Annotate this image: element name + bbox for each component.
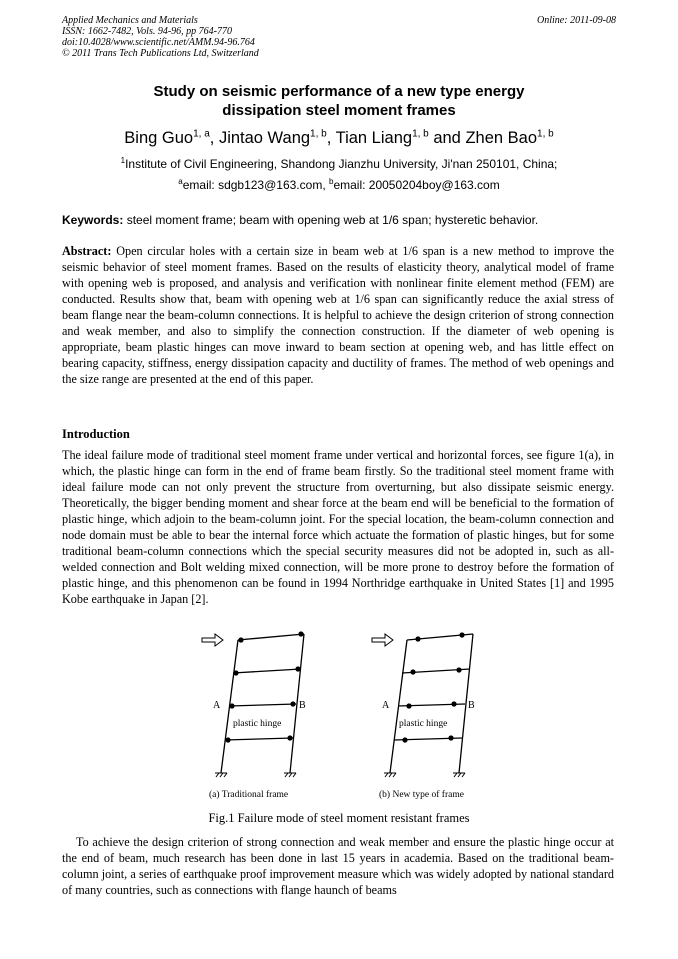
abstract-label: Abstract: (62, 244, 112, 258)
keywords-label: Keywords: (62, 213, 124, 227)
hinge (298, 631, 303, 636)
hinge (238, 637, 243, 642)
hinge (410, 669, 415, 674)
author-2-sup: 1, b (310, 128, 327, 140)
paper-title (0, 82, 678, 120)
abstract (62, 243, 614, 387)
affiliation-sup: 1 (120, 156, 126, 165)
hinge (456, 667, 461, 672)
title-line-1: Study on seismic performance of a new type energy (153, 83, 525, 100)
issn: ISSN: 1662-7482, Vols. 94-96, pp 764-770 (62, 26, 232, 37)
abstract-text: Open circular holes with a certain size in beam web at 1/6 span is a new method to improve the seismic behavior of steel moment frames. Based on the results of elasticity theory, analytical model of frame with opening web is proposed, and analysis and verification with nonlinear finite element method (FEM) are conducted. Results show that, beam with opening web at 1/6 span can significantly reduce the axial stress of beam flange near the beam-column connections. It is helpful to achieve the design criterion of strong connection and weak member, and also to simplify the connection construction. If the diameter of web opening is appropriate, beam plastic hinges can move inward to beam section at opening web, and has little effect on bearing capacity, stiffness, energy dissipation capacity and ductility of frames. The method of web openings and the size range are presented at the end of this paper. (62, 244, 614, 386)
email-b-sup: b (328, 177, 334, 186)
copyright: © 2011 Trans Tech Publications Ltd, Switzerland (62, 48, 259, 59)
author-sep-3: and (428, 129, 466, 147)
author-4: Zhen Bao (465, 129, 538, 147)
label-a-frame-b: A (382, 700, 390, 711)
author-1-sup: 1, a (193, 128, 210, 140)
figure-1 (195, 628, 495, 808)
email-b: email: 20050204boy@163.com (333, 178, 500, 192)
beam-roof-a (238, 634, 304, 640)
author-3: Tian Liang (335, 129, 413, 147)
author-list (0, 129, 678, 148)
author-sep-2: , (326, 129, 336, 147)
affiliation (0, 157, 678, 171)
journal-header (62, 15, 382, 59)
hinge (233, 670, 238, 675)
beam-2-a (229, 704, 296, 706)
supports-a (215, 773, 296, 777)
label-b-frame-a: B (299, 700, 306, 711)
hinge (459, 632, 464, 637)
load-arrow-a (202, 634, 223, 646)
hinge (290, 701, 295, 706)
introduction-heading: Introduction (62, 427, 130, 441)
author-2: Jintao Wang (218, 129, 311, 147)
frame-new-type (372, 632, 475, 800)
keywords (62, 213, 614, 227)
hinge (287, 735, 292, 740)
online-date: Online: 2011-09-08 (537, 15, 616, 26)
author-1: Bing Guo (124, 129, 194, 147)
hinge (295, 666, 300, 671)
hinge-label-a: plastic hinge (233, 719, 282, 729)
author-3-sup: 1, b (412, 128, 429, 140)
title-line-2: dissipation steel moment frames (222, 102, 456, 119)
hinge (415, 636, 420, 641)
email-a-sup: a (178, 177, 183, 186)
hinge (448, 735, 453, 740)
hinge-label-b: plastic hinge (399, 719, 448, 729)
author-emails (0, 178, 678, 192)
introduction-paragraph: The ideal failure mode of traditional steel moment frame under vertical and horizontal forces, see figure 1(a), in which, the plastic hinge can form in the end of frame beam firstly. So the traditional steel moment frame with ideal failure mode can not only prevent the structure from overturning, but also dissipate seismic energy. Theoretically, the bigger bending moment and shear force at the beam end will be beneficial to the formation of plastic hinge, which adjoin to the beam-column joint. For the special location, the beam-column connection and node domain must be able to bear the internal force which actuate the formation of plastic hinges, but for some traditional beam-column connections which the special security measures did not be adopted in, such as all-welded connection and Bolt welding mixed connection, will be more prone to destroy before the formation of plastic hinge, and this phenomenon can be found in 1994 Northridge earthquake in United States [1] and 1995 Kobe earthquake in Japan [2]. (62, 448, 614, 606)
load-arrow-b (372, 634, 393, 646)
journal-name: Applied Mechanics and Materials (62, 15, 198, 26)
subcaption-a: (a) Traditional frame (209, 790, 289, 800)
subcaption-b: (b) New type of frame (379, 790, 464, 800)
hinge (402, 737, 407, 742)
label-b-frame-b: B (468, 700, 475, 711)
beam-1-a (225, 738, 293, 740)
label-a-frame-a: A (213, 700, 221, 711)
body-paragraph-2: To achieve the design criterion of strong connection and weak member and ensure the plastic hinge occur at the end of beam, much research has been done in last 15 years in academia. Based on the traditional beam-column joint, a series of earthquake proof improvement measure which was widely adopted by national standard of many countries, such as connections with flange haunch of beams (62, 835, 614, 897)
figure-caption: Fig.1 Failure mode of steel moment resistant frames (208, 811, 470, 825)
hinge (225, 737, 230, 742)
affiliation-text: Institute of Civil Engineering, Shandong Jianzhu University, Ji'nan 250101, China; (125, 157, 558, 171)
frame-traditional (202, 631, 306, 800)
beam-3-a (233, 669, 301, 673)
author-sep-1: , (209, 129, 219, 147)
author-4-sup: 1, b (537, 128, 554, 140)
supports-b (384, 773, 465, 777)
keywords-text: steel moment frame; beam with opening web at 1/6 span; hysteretic behavior. (123, 213, 539, 227)
hinge (229, 703, 234, 708)
doi: doi:10.4028/www.scientific.net/AMM.94-96.764 (62, 37, 255, 48)
hinge (451, 701, 456, 706)
hinge (406, 703, 411, 708)
email-a: email: sdgb123@163.com, (182, 178, 329, 192)
